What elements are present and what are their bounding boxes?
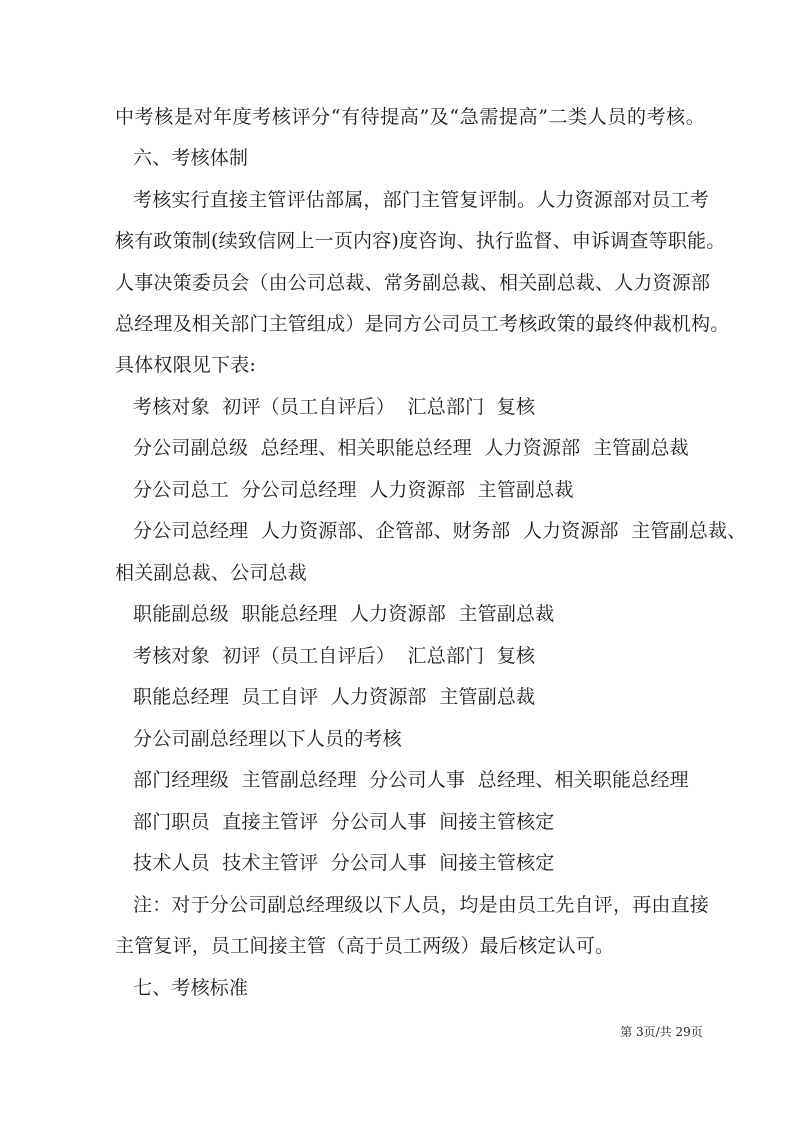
table-subheading: 分公司副总经理以下人员的考核: [133, 728, 402, 750]
note-line-1: 注：对于分公司副总经理级以下人员，均是由员工先自评，再由直接: [133, 894, 710, 916]
text-line-4: 核有政策制(续致信网上一页内容)度咨询、执行监督、申诉调查等职能。: [115, 230, 726, 252]
table-row-8: 技术人员 技术主管评 分公司人事 间接主管核定: [133, 852, 555, 874]
table-row-1: 分公司副总级 总经理、相关职能总经理 人力资源部 主管副总裁: [133, 437, 689, 459]
text-line-7: 具体权限见下表:: [115, 354, 257, 376]
text-line-3: 考核实行直接主管评估部属，部门主管复评制。人力资源部对员工考: [133, 189, 710, 211]
note-line-2: 主管复评，员工间接主管（高于员工两级）最后核定认可。: [115, 935, 615, 957]
table-row-7: 部门职员 直接主管评 分公司人事 间接主管核定: [133, 811, 555, 833]
table-header-row-2: 考核对象 初评（员工自评后） 汇总部门 复核: [133, 645, 536, 667]
table-row-2: 分公司总工 分公司总经理 人力资源部 主管副总裁: [133, 479, 574, 501]
table-header-row-1: 考核对象 初评（员工自评后） 汇总部门 复核: [133, 396, 536, 418]
table-row-5: 职能总经理 员工自评 人力资源部 主管副总裁: [133, 686, 536, 708]
section-heading-6: 六、考核体制: [133, 147, 249, 169]
table-row-6: 部门经理级 主管副总经理 分公司人事 总经理、相关职能总经理: [133, 769, 689, 791]
section-heading-7: 七、考核标准: [133, 977, 249, 999]
table-row-4: 职能副总级 职能总经理 人力资源部 主管副总裁: [133, 603, 555, 625]
page-footer: [0, 1024, 793, 1040]
text-line-5: 人事决策委员会（由公司总裁、常务副总裁、相关副总裁、人力资源部: [115, 272, 711, 294]
text-line-1: 中考核是对年度考核评分“有待提高”及“急需提高”二类人员的考核。: [115, 106, 705, 128]
page-number: 第 3页/共 29页: [620, 1025, 703, 1039]
table-row-3: 分公司总经理 人力资源部、企管部、财务部 人力资源部 主管副总裁、: [133, 520, 747, 542]
text-line-6: 总经理及相关部门主管组成）是同方公司员工考核政策的最终仲裁机构。: [115, 313, 730, 335]
table-row-3-continued: 相关副总裁、公司总裁: [115, 562, 308, 584]
